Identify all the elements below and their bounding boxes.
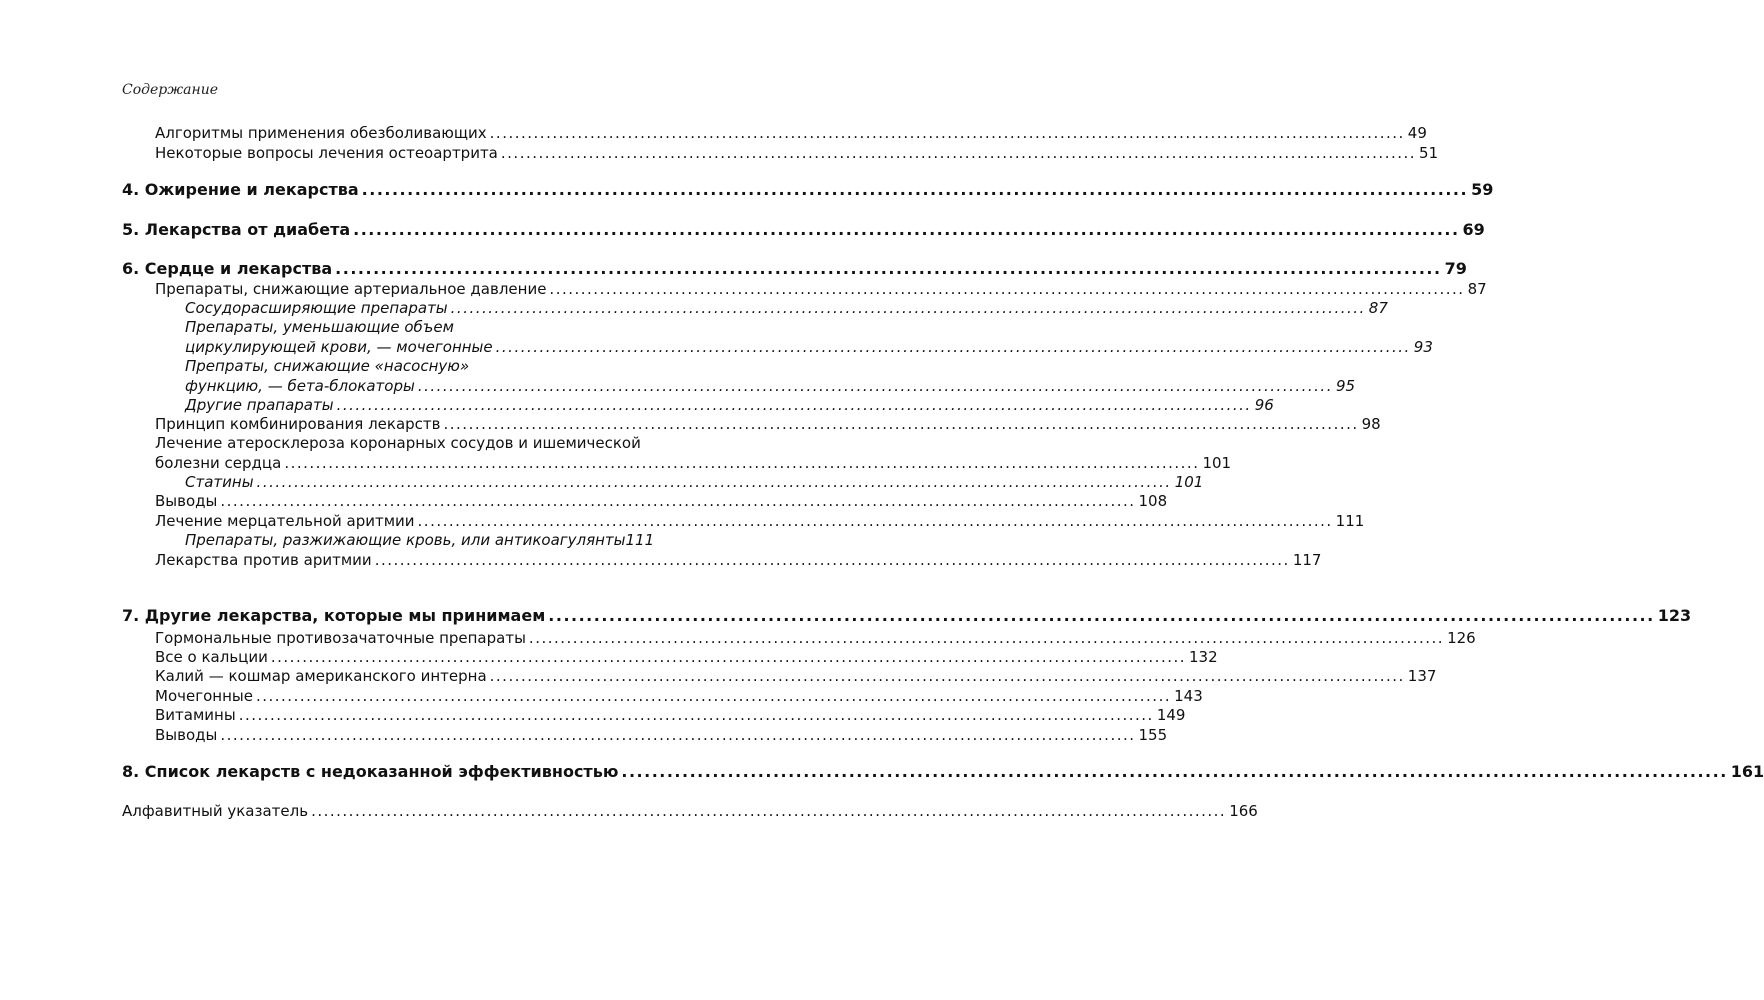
toc-entry[interactable] bbox=[155, 144, 1439, 162]
toc-leader-dots: .................................................................................................................................................. bbox=[443, 415, 1359, 433]
toc-entry-title: Гормональные противозачаточные препараты bbox=[155, 629, 526, 647]
toc-entry-page: 132 bbox=[1189, 648, 1218, 666]
toc-entry-title: Препараты, снижающие артериальное давление bbox=[155, 280, 547, 298]
toc-entry-title: Мочегонные bbox=[155, 687, 253, 705]
toc-entry[interactable] bbox=[155, 512, 1365, 530]
toc-leader-dots: .................................................................................................................................................. bbox=[495, 338, 1411, 356]
toc-entry-title: Все о кальции bbox=[155, 648, 268, 666]
toc-entry-page: 101 bbox=[1202, 454, 1232, 472]
toc-leader-dots: .................................................................................................................................................. bbox=[374, 551, 1290, 569]
toc-entry-page: 96 bbox=[1254, 396, 1274, 414]
toc-entry-title: Некоторые вопросы лечения остеоартрита bbox=[155, 144, 498, 162]
toc-entry-title: 7. Другие лекарства, которые мы принимаем bbox=[122, 606, 546, 625]
toc-entry-title-line1: Лечение атеросклероза коронарных сосудов и ишемической bbox=[155, 434, 641, 452]
toc-entry-page: 166 bbox=[1229, 802, 1258, 820]
toc-leader-dots: .................................................................................................................................................. bbox=[549, 280, 1465, 298]
toc-leader-dots: .................................................................................................................................................. bbox=[220, 726, 1136, 744]
toc-entry[interactable] bbox=[155, 726, 1168, 744]
toc-entry[interactable] bbox=[185, 473, 1204, 491]
toc-leader-dots: .................................................................................................................................................. bbox=[450, 299, 1366, 317]
toc-entry-page: 161 bbox=[1730, 762, 1764, 781]
toc-entry-title: Витамины bbox=[155, 706, 236, 724]
toc-leader-dots: .................................................................................................................................................. bbox=[284, 454, 1200, 472]
toc-entry-page: 137 bbox=[1407, 667, 1437, 685]
toc-entry-title: 4. Ожирение и лекарства bbox=[122, 180, 359, 199]
toc-entry-title-line1: Препараты, уменьшающие объем bbox=[185, 318, 454, 336]
toc-leader-dots: .................................................................................................................................................. bbox=[335, 259, 1442, 278]
toc-entry-page: 95 bbox=[1335, 377, 1356, 395]
toc-entry-title: циркулирующей крови, — мочегонные bbox=[185, 338, 493, 356]
toc-entry-page: 51 bbox=[1419, 144, 1439, 162]
toc-entry[interactable] bbox=[185, 531, 705, 549]
toc-entry-page: 108 bbox=[1138, 492, 1168, 510]
toc-entry-page: 59 bbox=[1471, 180, 1494, 199]
toc-entry-title: Лечение мерцательной аритмии bbox=[155, 512, 415, 530]
toc-entry-title: Другие прапараты bbox=[185, 396, 334, 414]
toc-entry-title: Препараты, разжижающие кровь, или антикоагулянты bbox=[185, 531, 626, 549]
toc-chapter-8[interactable] bbox=[122, 762, 1764, 781]
toc-entry[interactable] bbox=[155, 551, 1322, 569]
toc-entry-page: 111 bbox=[625, 531, 655, 549]
toc-entry[interactable] bbox=[185, 338, 1433, 356]
toc-entry-title: Алгоритмы применения обезболивающих bbox=[155, 124, 487, 142]
toc-entry-page: 111 bbox=[1335, 512, 1365, 530]
toc-leader-dots: .................................................................................................................................................. bbox=[238, 706, 1154, 724]
toc-entry[interactable] bbox=[155, 280, 1487, 298]
toc-leader-dots: .................................................................................................................................................. bbox=[270, 648, 1187, 666]
toc-leader-dots: .................................................................................................................................................. bbox=[336, 396, 1252, 414]
toc-entry[interactable] bbox=[155, 667, 1437, 685]
toc-entry[interactable] bbox=[155, 415, 1381, 433]
toc-entry-title: Принцип комбинирования лекарств bbox=[155, 415, 441, 433]
toc-leader-dots: .................................................................................................................................................. bbox=[528, 629, 1445, 647]
toc-entry-title: Выводы bbox=[155, 726, 218, 744]
toc-entry-page: 93 bbox=[1413, 338, 1433, 356]
toc-entry-page: 101 bbox=[1174, 473, 1204, 491]
toc-entry[interactable] bbox=[155, 454, 1232, 472]
toc-entry[interactable] bbox=[185, 396, 1274, 414]
toc-leader-dots: .................................................................................................................................................. bbox=[548, 606, 1655, 625]
toc-leader-dots: .................................................................................................................................................. bbox=[255, 687, 1172, 705]
toc-entry[interactable] bbox=[155, 706, 1186, 724]
toc-entry[interactable] bbox=[155, 687, 1203, 705]
toc-chapter-5[interactable] bbox=[122, 220, 1485, 239]
toc-entry-title: Выводы bbox=[155, 492, 218, 510]
toc-entry-page: 87 bbox=[1368, 299, 1388, 317]
toc-leader-dots: .................................................................................................................................................. bbox=[417, 377, 1333, 395]
toc-leader-dots: .................................................................................................................................................. bbox=[311, 802, 1227, 820]
toc-entry-title: 6. Сердце и лекарства bbox=[122, 259, 333, 278]
toc-entry-page: 79 bbox=[1444, 259, 1467, 278]
toc-entry-page: 69 bbox=[1462, 220, 1485, 239]
toc-chapter-4[interactable] bbox=[122, 180, 1494, 199]
toc-entry-page: 149 bbox=[1156, 706, 1186, 724]
toc-chapter-7[interactable] bbox=[122, 606, 1692, 625]
toc-entry-title: болезни сердца bbox=[155, 454, 282, 472]
toc-entry[interactable] bbox=[185, 377, 1356, 395]
toc-entry-title: Калий — кошмар американского интерна bbox=[155, 667, 487, 685]
toc-entry-title: Лекарства против аритмии bbox=[155, 551, 372, 569]
toc-entry-title: 8. Список лекарств с недоказанной эффективностью bbox=[122, 762, 619, 781]
toc-entry-page: 98 bbox=[1361, 415, 1381, 433]
toc-entry-title: Алфавитный указатель bbox=[122, 802, 309, 820]
toc-entry-page: 143 bbox=[1174, 687, 1203, 705]
toc-leader-dots: .................................................................................................................................................. bbox=[489, 667, 1405, 685]
toc-entry-title: Статины bbox=[185, 473, 254, 491]
toc-leader-dots: .................................................................................................................................................. bbox=[417, 512, 1333, 530]
toc-entry-page: 155 bbox=[1138, 726, 1168, 744]
toc-index[interactable] bbox=[122, 802, 1258, 820]
toc-entry[interactable] bbox=[155, 648, 1218, 666]
toc-entry-title: 5. Лекарства от диабета bbox=[122, 220, 351, 239]
toc-leader-dots: .................................................................................................................................................. bbox=[500, 144, 1417, 162]
running-header: Содержание bbox=[122, 82, 219, 98]
toc-leader-dots: .................................................................................................................................................. bbox=[621, 762, 1728, 781]
toc-entry[interactable] bbox=[155, 629, 1476, 647]
toc-entry-page: 87 bbox=[1467, 280, 1487, 298]
toc-leader-dots: .................................................................................................................................................. bbox=[361, 180, 1469, 199]
toc-entry-title-line1: Препраты, снижающие «насосную» bbox=[185, 357, 470, 375]
toc-entry-page: 49 bbox=[1407, 124, 1427, 142]
toc-chapter-6[interactable] bbox=[122, 259, 1467, 278]
toc-entry[interactable] bbox=[185, 299, 1388, 317]
toc-entry-title: функцию, — бета-блокаторы bbox=[185, 377, 415, 395]
toc-leader-dots: .................................................................................................................................................. bbox=[353, 220, 1460, 239]
toc-leader-dots: .................................................................................................................................................. bbox=[256, 473, 1172, 491]
toc-entry-title: Сосудорасширяющие препараты bbox=[185, 299, 448, 317]
toc-leader-dots: .................................................................................................................................................. bbox=[489, 124, 1405, 142]
toc-entry[interactable] bbox=[155, 124, 1427, 142]
toc-leader-dots: .................................................................................................................................................. bbox=[220, 492, 1136, 510]
toc-entry[interactable] bbox=[155, 492, 1168, 510]
toc-entry-page: 117 bbox=[1292, 551, 1322, 569]
toc-entry-page: 126 bbox=[1447, 629, 1476, 647]
toc-entry-page: 123 bbox=[1657, 606, 1692, 625]
